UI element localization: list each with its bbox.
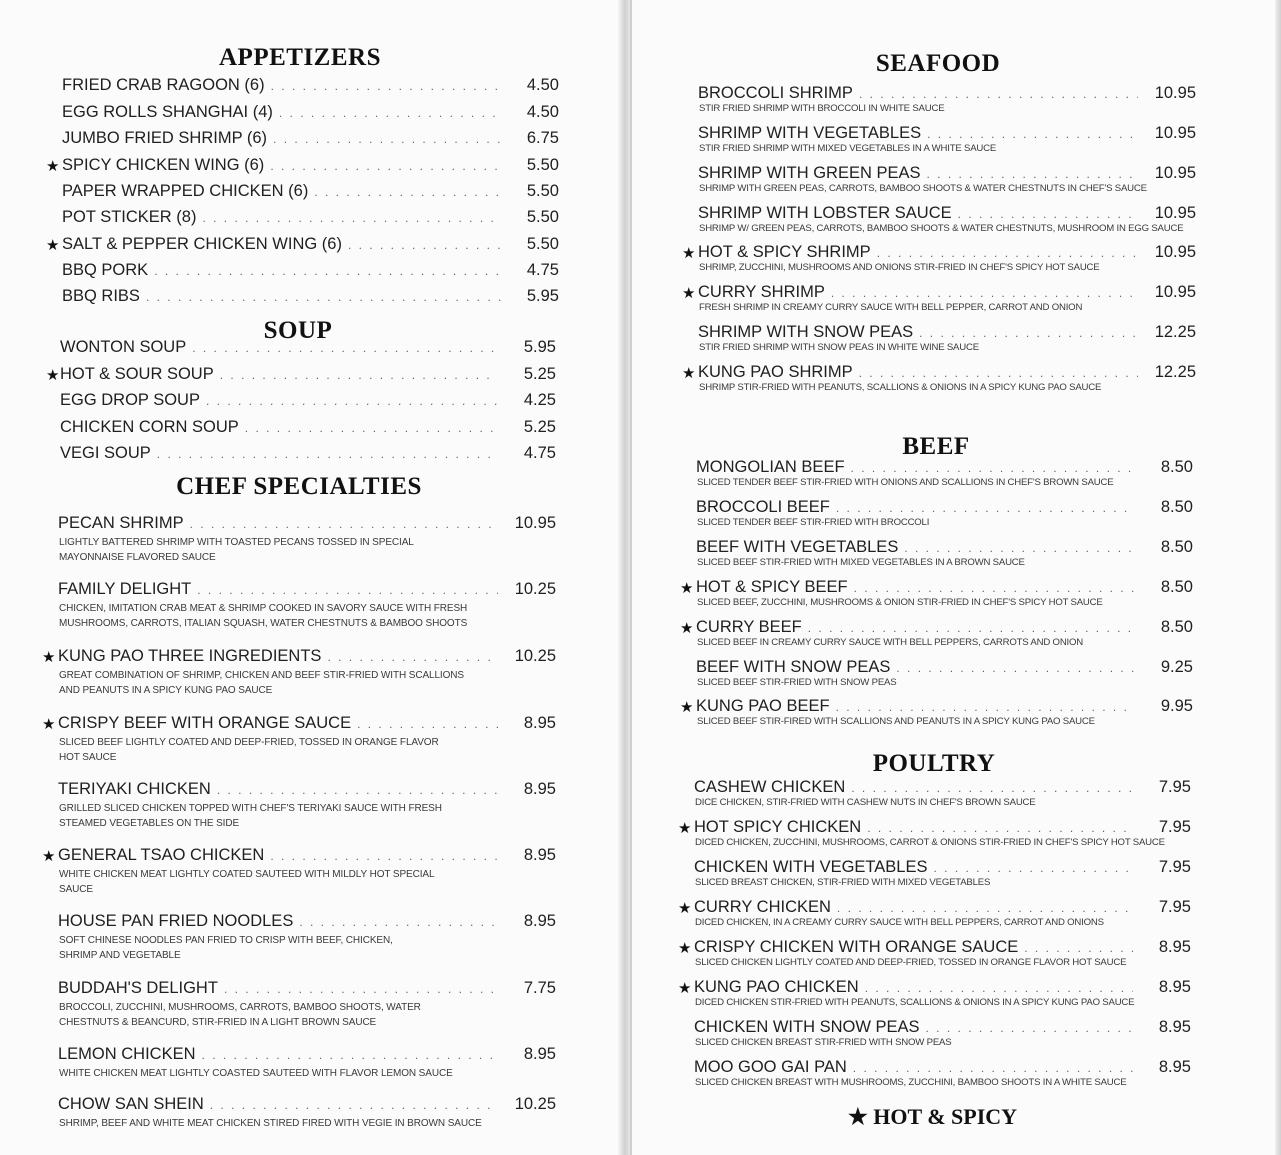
menu-item-description xyxy=(697,475,1113,490)
description-line: STIR FRIED SHRIMP WITH SNOW PEAS IN WHITE WINE SAUCE xyxy=(699,342,979,353)
menu-item-name: PAPER WRAPPED CHICKEN (6) xyxy=(62,182,309,200)
menu-item-price: 4.25 xyxy=(523,391,556,409)
menu-item-name: FRIED CRAB RAGOON (6) xyxy=(62,76,265,94)
menu-item-price: 4.50 xyxy=(526,103,559,121)
menu-item-name: KUNG PAO CHICKEN xyxy=(694,978,859,996)
menu-item-price: 5.25 xyxy=(523,365,556,383)
section-title-chef-specialties: CHEF SPECIALTIES xyxy=(176,473,422,500)
menu-item-description xyxy=(699,340,979,355)
menu-item-description xyxy=(695,1075,1126,1090)
menu-item-description xyxy=(697,714,1095,729)
dot-leader xyxy=(877,247,1138,259)
menu-item-name: SALT & PEPPER CHICKEN WING (6) xyxy=(62,235,342,253)
description-line: CHESTNUTS & BEANCURD, STIR-FRIED IN A LIGHT BROWN SAUCE xyxy=(59,1017,377,1028)
dot-leader xyxy=(273,133,501,145)
menu-item-description xyxy=(697,555,1025,570)
description-line: SLICED TENDER BEEF STIR-FRIED WITH BROCCOLI xyxy=(697,517,930,528)
menu-item-price: 4.75 xyxy=(526,261,559,279)
menu-item-name: SHRIMP WITH SNOW PEAS xyxy=(698,323,914,341)
menu-item-name: BROCCOLI SHRIMP xyxy=(698,84,853,102)
menu-item xyxy=(62,261,559,280)
description-line: DICED CHICKEN STIR-FRIED WITH PEANUTS, SCALLIONS & ONIONS IN A SPICY KUNG PAO SAUCE xyxy=(695,997,1135,1008)
dot-leader xyxy=(926,168,1138,180)
menu-item xyxy=(62,76,559,95)
dot-leader xyxy=(859,367,1138,379)
dot-leader xyxy=(190,518,498,530)
menu-item-description xyxy=(695,835,1165,850)
menu-item-price: 8.95 xyxy=(523,846,556,864)
dot-leader xyxy=(157,448,498,460)
menu-item xyxy=(58,514,556,533)
menu-item xyxy=(62,235,559,254)
menu-item xyxy=(58,647,556,666)
menu-item-name: SHRIMP WITH GREEN PEAS xyxy=(698,164,921,182)
menu-item-name: MONGOLIAN BEEF xyxy=(696,458,845,476)
menu-item-name: CHOW SAN SHEIN xyxy=(58,1095,204,1113)
section-title-beef: BEEF xyxy=(902,433,970,460)
menu-item-price: 7.95 xyxy=(1158,898,1191,916)
description-line: GRILLED SLICED CHICKEN TOPPED WITH CHEF'S TERIYAKI SAUCE WITH FRESH xyxy=(59,803,442,814)
description-line: STIR FRIED SHRIMP WITH BROCCOLI IN WHITE SAUCE xyxy=(699,103,945,114)
hot-spicy-star-icon: ★ xyxy=(680,699,694,716)
description-line: SLICED CHICKEN BREAST WITH MUSHROOMS, ZUCCHINI, BAMBOO SHOOTS IN A WHITE SAUCE xyxy=(695,1077,1127,1088)
menu-item-price: 9.95 xyxy=(1160,697,1193,715)
description-line: SLICED BEEF STIR-FRIED WITH SNOW PEAS xyxy=(697,677,897,688)
menu-item-price: 8.95 xyxy=(1158,1018,1191,1036)
menu-item xyxy=(58,714,556,733)
menu-item-price: 5.95 xyxy=(523,338,556,356)
menu-item xyxy=(62,129,559,148)
menu-item-description xyxy=(695,875,990,890)
hot-spicy-star-icon: ★ xyxy=(42,848,56,865)
hot-spicy-star-icon: ★ xyxy=(678,980,692,997)
menu-item-name: TERIYAKI CHICKEN xyxy=(58,780,211,798)
menu-item-name: CURRY SHRIMP xyxy=(698,283,825,301)
menu-item-price: 5.50 xyxy=(526,156,559,174)
description-line: SHRIMP, BEEF AND WHITE MEAT CHICKEN STIRED FIRED WITH VEGIE IN BROWN SAUCE xyxy=(59,1118,482,1129)
menu-item-name: POT STICKER (8) xyxy=(62,208,197,226)
menu-item-name: FAMILY DELIGHT xyxy=(58,580,192,598)
menu-item-description xyxy=(59,933,393,963)
menu-item-price: 8.95 xyxy=(523,780,556,798)
menu-item-price: 10.95 xyxy=(1154,283,1196,301)
description-line: SLICED TENDER BEEF STIR-FRIED WITH ONIONS AND SCALLIONS IN CHEF'S BROWN SAUCE xyxy=(697,477,1114,488)
menu-item-description xyxy=(695,995,1134,1010)
menu-item-description xyxy=(699,101,944,116)
menu-item xyxy=(58,846,556,865)
menu-item-name: KUNG PAO BEEF xyxy=(696,697,830,715)
dot-leader xyxy=(146,291,501,303)
dot-leader xyxy=(270,850,498,862)
dot-leader xyxy=(859,88,1138,100)
description-line: LIGHTLY BATTERED SHRIMP WITH TOASTED PECANS TOSSED IN SPECIAL xyxy=(59,537,414,548)
dot-leader xyxy=(851,462,1135,474)
dot-leader xyxy=(270,160,501,172)
menu-item xyxy=(62,182,559,201)
menu-item-name: CHICKEN CORN SOUP xyxy=(60,418,239,436)
menu-item-description xyxy=(699,300,1082,315)
menu-item-description xyxy=(59,601,467,631)
description-line: SHRIMP STIR-FRIED WITH PEANUTS, SCALLIONS & ONIONS IN A SPICY KUNG PAO SAUCE xyxy=(699,382,1102,393)
menu-item-price: 10.95 xyxy=(1154,164,1196,182)
hot-spicy-star-icon: ★ xyxy=(680,620,694,637)
menu-item-name: CRISPY BEEF WITH ORANGE SAUCE xyxy=(58,714,352,732)
hot-spicy-star-icon: ★ xyxy=(682,365,696,382)
menu-item-name: MOO GOO GAI PAN xyxy=(694,1058,847,1076)
dot-leader xyxy=(357,718,498,730)
dot-leader xyxy=(220,369,498,381)
menu-item xyxy=(62,287,559,306)
menu-item-description xyxy=(699,221,1183,236)
menu-item-price: 10.25 xyxy=(514,580,556,598)
menu-item-price: 10.25 xyxy=(514,1095,556,1113)
description-line: WHITE CHICKEN MEAT LIGHTLY COATED SAUTEED WITH MILDLY HOT SPECIAL xyxy=(59,869,435,880)
description-line: WHITE CHICKEN MEAT LIGHTLY COASTED SAUTEED WITH FLAVOR LEMON SAUCE xyxy=(59,1068,453,1079)
menu-item-price: 10.95 xyxy=(1154,124,1196,142)
dot-leader xyxy=(197,584,498,596)
dot-leader xyxy=(202,1049,498,1061)
description-line: STIR FRIED SHRIMP WITH MIXED VEGETABLES IN A WHITE SAUCE xyxy=(699,143,997,154)
menu-item xyxy=(60,418,556,437)
menu-item-price: 5.50 xyxy=(526,235,559,253)
menu-item-price: 12.25 xyxy=(1154,323,1196,341)
menu-item-name: CURRY BEEF xyxy=(696,618,802,636)
menu-item xyxy=(60,365,556,384)
menu-item-price: 12.25 xyxy=(1154,363,1196,381)
dot-leader xyxy=(958,208,1138,220)
dot-leader xyxy=(210,1099,498,1111)
description-line: CHICKEN, IMITATION CRAB MEAT & SHRIMP COOKED IN SAVORY SAUCE WITH FRESH xyxy=(59,603,468,614)
menu-item-price: 8.50 xyxy=(1160,618,1193,636)
hot-spicy-star-icon: ★ xyxy=(46,158,60,175)
description-line: SAUCE xyxy=(59,884,93,895)
description-line: SHRIMP W/ GREEN PEAS, CARROTS, BAMBOO SHOOTS & WATER CHESTNUTS, MUSHROOM IN EGG SAUCE xyxy=(699,223,1184,234)
menu-item-description xyxy=(697,635,1083,650)
menu-item-price: 8.50 xyxy=(1160,458,1193,476)
menu-item-name: VEGI SOUP xyxy=(60,444,151,462)
menu-item xyxy=(60,338,556,357)
hot-spicy-star-icon: ★ xyxy=(46,367,60,384)
dot-leader xyxy=(279,107,501,119)
dot-leader xyxy=(926,1022,1133,1034)
menu-item-name: GENERAL TSAO CHICKEN xyxy=(58,846,265,864)
menu-item-description xyxy=(59,668,464,698)
description-line: STEAMED VEGETABLES ON THE SIDE xyxy=(59,818,240,829)
hot-spicy-star-icon: ★ xyxy=(42,716,56,733)
section-title-poultry: POULTRY xyxy=(872,750,996,777)
menu-item-name: HOT & SPICY SHRIMP xyxy=(698,243,871,261)
menu-item-name: HOUSE PAN FRIED NOODLES xyxy=(58,912,294,930)
menu-item-price: 10.95 xyxy=(1154,204,1196,222)
menu-item-name: KUNG PAO SHRIMP xyxy=(698,363,853,381)
dot-leader xyxy=(217,784,498,796)
description-line: SLICED BEEF STIR-FRIED WITH MIXED VEGETABLES IN A BROWN SAUCE xyxy=(697,557,1025,568)
dot-leader xyxy=(837,902,1133,914)
menu-item-description xyxy=(59,1116,482,1131)
hot-spicy-star-icon: ★ xyxy=(682,285,696,302)
menu-item-name: BBQ PORK xyxy=(62,261,149,279)
menu-item-price: 8.95 xyxy=(523,1045,556,1063)
menu-item xyxy=(58,912,556,931)
menu-item-name: CASHEW CHICKEN xyxy=(694,778,846,796)
dot-leader xyxy=(192,342,498,354)
menu-item-price: 8.95 xyxy=(1158,978,1191,996)
menu-item-name: CHICKEN WITH SNOW PEAS xyxy=(694,1018,920,1036)
menu-item-description xyxy=(699,380,1101,395)
menu-item-name: HOT & SOUR SOUP xyxy=(60,365,214,383)
menu-item xyxy=(58,1095,556,1114)
menu-item-name: LEMON CHICKEN xyxy=(58,1045,196,1063)
menu-item xyxy=(62,103,559,122)
menu-item xyxy=(60,391,556,410)
menu-item-description xyxy=(699,181,1147,196)
menu-item-price: 8.50 xyxy=(1160,578,1193,596)
star-icon: ★ xyxy=(848,1104,868,1129)
menu-item xyxy=(60,444,556,463)
menu-item-description xyxy=(59,1066,453,1081)
description-line: DICED CHICKEN, ZUCCHINI, MUSHROOMS, CARROT & ONIONS STIR-FRIED IN CHEF'S SPICY HOT SAUCE xyxy=(695,837,1165,848)
dot-leader xyxy=(865,982,1133,994)
menu-item-name: EGG DROP SOUP xyxy=(60,391,200,409)
menu-item-price: 10.95 xyxy=(1154,243,1196,261)
dot-leader xyxy=(348,239,501,251)
menu-item-description xyxy=(695,915,1104,930)
description-line: GREAT COMBINATION OF SHRIMP, CHICKEN AND BEEF STIR-FRIED WITH SCALLIONS xyxy=(59,670,464,681)
section-title-seafood: SEAFOOD xyxy=(875,50,1001,77)
menu-item-price: 7.95 xyxy=(1158,778,1191,796)
menu-item-name: EGG ROLLS SHANGHAI (4) xyxy=(62,103,273,121)
menu-item-description xyxy=(59,801,442,831)
menu-item-name: CHICKEN WITH VEGETABLES xyxy=(694,858,928,876)
menu-item-price: 8.50 xyxy=(1160,538,1193,556)
description-line: MUSHROOMS, CARROTS, ITALIAN SQUASH, WATER CHESTNUTS & BAMBOO SHOOTS xyxy=(59,618,468,629)
menu-item-price: 7.95 xyxy=(1158,818,1191,836)
menu-item-name: SHRIMP WITH LOBSTER SAUCE xyxy=(698,204,952,222)
description-line: BROCCOLI, ZUCCHINI, MUSHROOMS, CARROTS, BAMBOO SHOOTS, WATER xyxy=(59,1002,421,1013)
hot-spicy-star-icon: ★ xyxy=(678,900,692,917)
menu-item-price: 7.75 xyxy=(523,979,556,997)
dot-leader xyxy=(933,862,1133,874)
dot-leader xyxy=(224,983,498,995)
description-line: AND PEANUTS IN A SPICY KUNG PAO SAUCE xyxy=(59,685,273,696)
menu-item-description xyxy=(695,795,1035,810)
dot-leader xyxy=(271,80,501,92)
menu-item-price: 8.50 xyxy=(1160,498,1193,516)
hot-spicy-star-icon: ★ xyxy=(46,237,60,254)
menu-item-description xyxy=(699,141,996,156)
menu-item-description xyxy=(699,260,1099,275)
menu-item-price: 9.25 xyxy=(1160,658,1193,676)
menu-item xyxy=(58,780,556,799)
menu-item-price: 5.50 xyxy=(526,182,559,200)
menu-item xyxy=(62,208,559,227)
menu-item xyxy=(58,1045,556,1064)
menu-item xyxy=(58,580,556,599)
menu-item-price: 8.95 xyxy=(523,714,556,732)
menu-item-name: BEEF WITH VEGETABLES xyxy=(696,538,899,556)
menu-item-description xyxy=(697,595,1103,610)
dot-leader xyxy=(831,287,1138,299)
description-line: SLICED BREAST CHICKEN, STIR-FRIED WITH MIXED VEGETABLES xyxy=(695,877,991,888)
dot-leader xyxy=(919,327,1138,339)
menu-item-name: CRISPY CHICKEN WITH ORANGE SAUCE xyxy=(694,938,1019,956)
dot-leader xyxy=(808,622,1135,634)
menu-item-description xyxy=(695,955,1126,970)
menu-item-price: 4.75 xyxy=(523,444,556,462)
menu-item-description xyxy=(59,535,414,565)
hot-spicy-star-icon: ★ xyxy=(678,820,692,837)
dot-leader xyxy=(206,395,498,407)
menu-item-name: CURRY CHICKEN xyxy=(694,898,831,916)
menu-item-price: 8.95 xyxy=(1158,938,1191,956)
menu-item-name: JUMBO FRIED SHRIMP (6) xyxy=(62,129,268,147)
description-line: DICE CHICKEN, STIR-FRIED WITH CASHEW NUTS IN CHEF'S BROWN SAUCE xyxy=(695,797,1036,808)
menu-item-name: SPICY CHICKEN WING (6) xyxy=(62,156,265,174)
hot-spicy-star-icon: ★ xyxy=(42,649,56,666)
hot-spicy-legend xyxy=(848,1104,1017,1130)
dot-leader xyxy=(904,542,1135,554)
dot-leader xyxy=(202,212,501,224)
description-line: HOT SAUCE xyxy=(59,752,117,763)
hot-spicy-star-icon: ★ xyxy=(682,245,696,262)
dot-leader xyxy=(854,582,1135,594)
menu-item-name: KUNG PAO THREE INGREDIENTS xyxy=(58,647,322,665)
menu-item-price: 5.25 xyxy=(523,418,556,436)
menu-item-name: WONTON SOUP xyxy=(60,338,187,356)
menu-item xyxy=(62,156,559,175)
menu-item-price: 10.95 xyxy=(1154,84,1196,102)
section-title-appetizers: APPETIZERS xyxy=(219,44,381,71)
description-line: MAYONNAISE FLAVORED SAUCE xyxy=(59,552,216,563)
description-line: SLICED CHICKEN LIGHTLY COATED AND DEEP-FRIED, TOSSED IN ORANGE FLAVOR HOT SAUCE xyxy=(695,957,1127,968)
menu-item-name: SHRIMP WITH VEGETABLES xyxy=(698,124,922,142)
menu-item-price: 8.95 xyxy=(1158,1058,1191,1076)
description-line: SLICED CHICKEN BREAST STIR-FRIED WITH SNOW PEAS xyxy=(695,1037,952,1048)
dot-leader xyxy=(836,701,1135,713)
menu-item-price: 6.75 xyxy=(526,129,559,147)
description-line: SLICED BEEF LIGHTLY COATED AND DEEP-FRIED, TOSSED IN ORANGE FLAVOR xyxy=(59,737,439,748)
dot-leader xyxy=(836,502,1135,514)
menu-item-name: BEEF WITH SNOW PEAS xyxy=(696,658,891,676)
description-line: SOFT CHINESE NOODLES PAN FRIED TO CRISP WITH BEEF, CHICKEN, xyxy=(59,935,393,946)
menu-item-price: 10.95 xyxy=(514,514,556,532)
menu-item-price: 4.50 xyxy=(526,76,559,94)
menu-item-description xyxy=(695,1035,951,1050)
dot-leader xyxy=(299,916,498,928)
menu-item-description xyxy=(697,675,896,690)
description-line: SLICED BEEF IN CREAMY CURRY SAUCE WITH BELL PEPPERS, CARROTS AND ONION xyxy=(697,637,1084,648)
menu-item-price: 7.95 xyxy=(1158,858,1191,876)
menu-item-price: 5.50 xyxy=(526,208,559,226)
menu-item-name: PECAN SHRIMP xyxy=(58,514,184,532)
menu-item-name: BBQ RIBS xyxy=(62,287,140,305)
description-line: DICED CHICKEN, IN A CREAMY CURRY SAUCE WITH BELL PEPPERS, CARROT AND ONIONS xyxy=(695,917,1104,928)
menu-item-description xyxy=(59,867,434,897)
dot-leader xyxy=(154,265,501,277)
description-line: SHRIMP, ZUCCHINI, MUSHROOMS AND ONIONS STIR-FRIED IN CHEF'S SPICY HOT SAUCE xyxy=(699,262,1100,273)
dot-leader xyxy=(851,782,1133,794)
dot-leader xyxy=(1024,942,1133,954)
dot-leader xyxy=(245,422,498,434)
menu-item-price: 5.95 xyxy=(526,287,559,305)
description-line: SLICED BEEF, ZUCCHINI, MUSHROOMS & ONION STIR-FRIED IN CHEF'S SPICY HOT SAUCE xyxy=(697,597,1103,608)
menu-item-description xyxy=(59,1000,421,1030)
page-edge-shadow xyxy=(1275,0,1281,1155)
legend-text: HOT & SPICY xyxy=(873,1104,1018,1129)
dot-leader xyxy=(927,128,1138,140)
dot-leader xyxy=(327,651,498,663)
menu-item-description xyxy=(59,735,439,765)
description-line: SHRIMP AND VEGETABLE xyxy=(59,950,181,961)
hot-spicy-star-icon: ★ xyxy=(678,940,692,957)
dot-leader xyxy=(896,662,1135,674)
dot-leader xyxy=(314,186,501,198)
menu-item-name: HOT SPICY CHICKEN xyxy=(694,818,862,836)
menu-item xyxy=(58,979,556,998)
menu-item-name: HOT & SPICY BEEF xyxy=(696,578,848,596)
dot-leader xyxy=(853,1062,1133,1074)
section-title-soup: SOUP xyxy=(263,317,333,344)
description-line: FRESH SHRIMP IN CREAMY CURRY SAUCE WITH BELL PEPPER, CARROT AND ONION xyxy=(699,302,1083,313)
menu-item-price: 10.25 xyxy=(514,647,556,665)
menu-item-description xyxy=(697,515,929,530)
menu-item-price: 8.95 xyxy=(523,912,556,930)
menu-item-name: BROCCOLI BEEF xyxy=(696,498,830,516)
hot-spicy-star-icon: ★ xyxy=(680,580,694,597)
dot-leader xyxy=(867,822,1133,834)
description-line: SHRIMP WITH GREEN PEAS, CARROTS, BAMBOO SHOOTS & WATER CHESTNUTS IN CHEF'S SAUCE xyxy=(699,183,1147,194)
description-line: SLICED BEEF STIR-FIRED WITH SCALLIONS AND PEANUTS IN A SPICY KUNG PAO SAUCE xyxy=(697,716,1095,727)
menu-item-name: BUDDAH'S DELIGHT xyxy=(58,979,218,997)
